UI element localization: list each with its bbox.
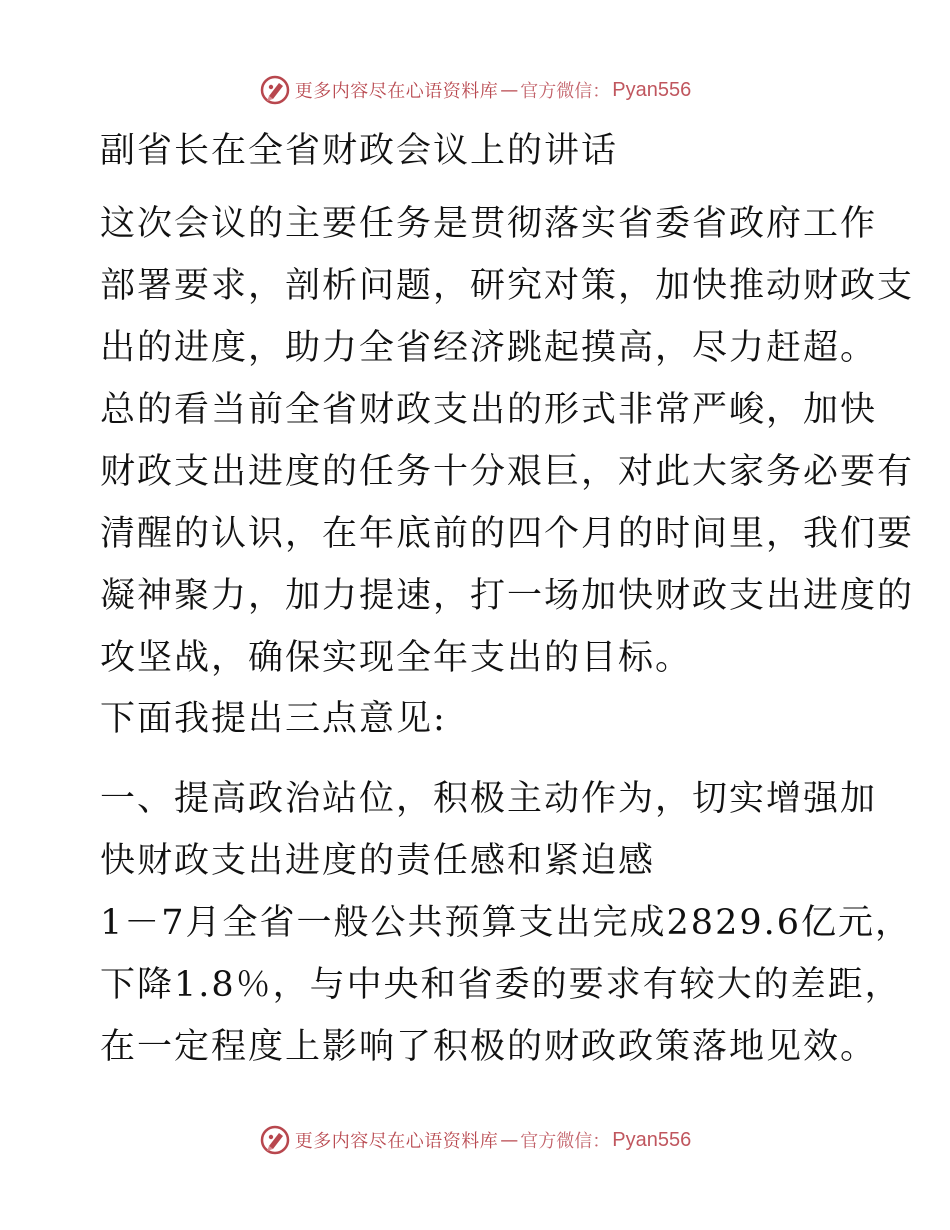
paragraph-1 bbox=[100, 193, 915, 379]
paragraph-line: 凝神聚力，加力提速，打一场加快财政支出进度的 bbox=[100, 576, 915, 616]
watermark-banner-top bbox=[0, 70, 950, 110]
watermark-wechat-id: Pyan556 bbox=[612, 1128, 692, 1151]
document-title: 副省长在全省财政会议上的讲话 bbox=[100, 131, 619, 171]
paragraph-line: 部署要求，剖析问题，研究对策，加快推动财政支 bbox=[100, 266, 915, 306]
paragraph-line: 总的看当前全省财政支出的形式非常严峻，加快 bbox=[100, 390, 878, 430]
watermark-wechat-id: Pyan556 bbox=[612, 78, 692, 101]
paragraph-3 bbox=[100, 688, 860, 750]
paragraph-line: 一、提高政治站位，积极主动作为，切实增强加 bbox=[100, 779, 878, 819]
paragraph-line: 快财政支出进度的责任感和紧迫感 bbox=[100, 841, 656, 881]
watermark-dash: — bbox=[500, 79, 519, 101]
paragraph-line: 攻坚战，确保实现全年支出的目标。 bbox=[100, 638, 693, 678]
watermark-text: 更多内容尽在心语资料库 bbox=[294, 1131, 499, 1152]
pen-logo-icon bbox=[259, 1124, 291, 1156]
paragraph-4 bbox=[100, 892, 913, 1078]
watermark-banner-bottom bbox=[0, 1120, 950, 1160]
pen-logo-icon bbox=[259, 74, 291, 106]
paragraph-line: 在一定程度上影响了积极的财政政策落地见效。 bbox=[100, 1027, 878, 1067]
paragraph-line: 下面我提出三点意见: bbox=[100, 699, 447, 739]
watermark-dash: — bbox=[500, 1129, 519, 1151]
paragraph-line: 这次会议的主要任务是贯彻落实省委省政府工作 bbox=[100, 204, 878, 244]
paragraph-line: 下降1.8％，与中央和省委的要求有较大的差距， bbox=[100, 965, 902, 1005]
paragraph-line: 财政支出进度的任务十分艰巨，对此大家务必要有 bbox=[100, 452, 915, 492]
paragraph-line: 清醒的认识，在年底前的四个月的时间里，我们要 bbox=[100, 514, 915, 554]
section-heading-1 bbox=[100, 768, 878, 892]
paragraph-line: 1－7月全省一般公共预算支出完成2829.6亿元， bbox=[100, 903, 913, 943]
watermark-text: 更多内容尽在心语资料库 bbox=[294, 81, 499, 102]
watermark-label: 官方微信： bbox=[520, 1131, 611, 1152]
watermark-label: 官方微信： bbox=[520, 81, 611, 102]
paragraph-2 bbox=[100, 379, 915, 689]
paragraph-line: 出的进度，助力全省经济跳起摸高，尽力赶超。 bbox=[100, 328, 878, 368]
